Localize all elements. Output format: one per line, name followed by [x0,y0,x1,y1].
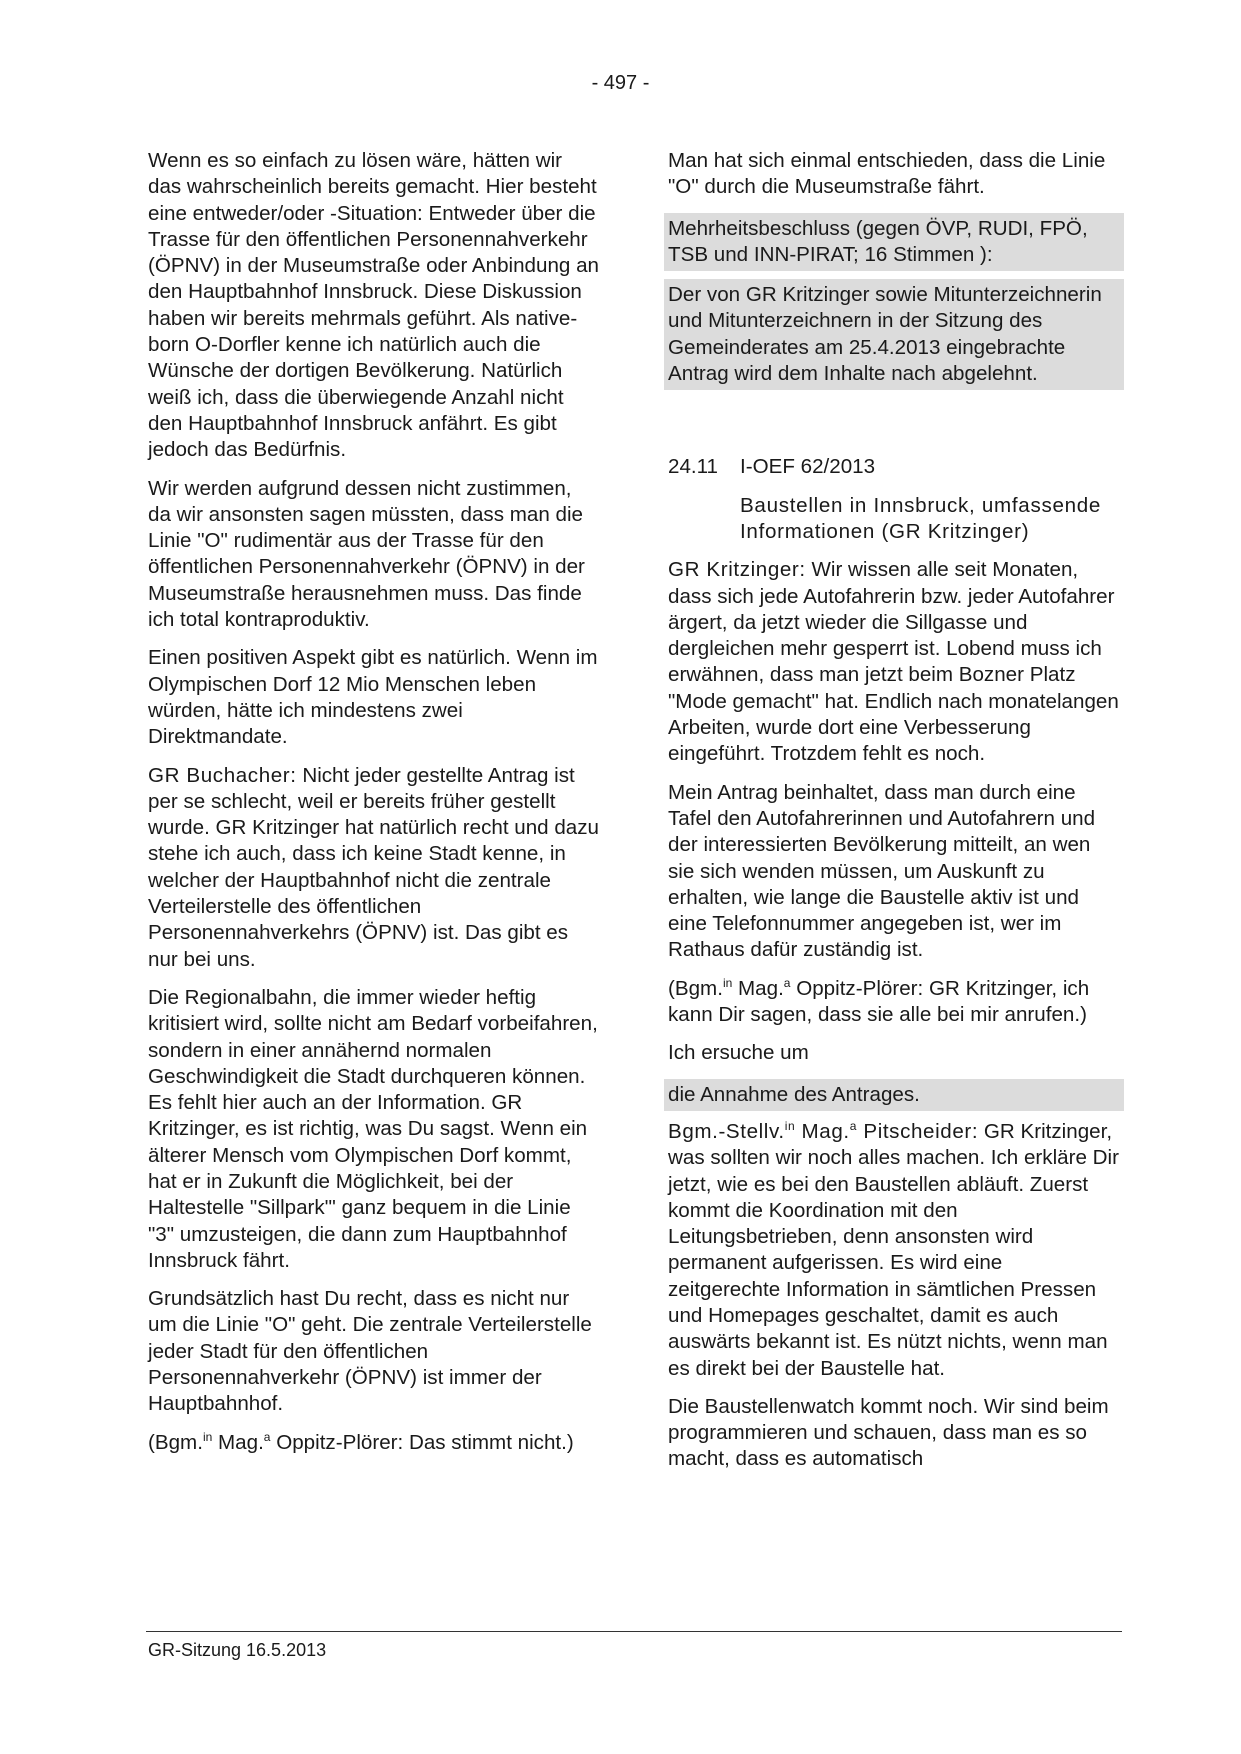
decision-header: Mehrheitsbeschluss (gegen ÖVP, RUDI, FPÖ, TSB und INN-PIRAT; 16 Stimmen ): [664,213,1124,272]
speaker-name: Bgm.-Stellv.$^{in}$ Mag.$^a$ Pitscheider: [668,1119,979,1143]
speech-text: Nicht jeder gestellte Antrag ist per se schlecht, weil er bereits früher gestellt wurde. GR Kritzinger hat natürlich recht und dazu stehe ich auch, dass ich keine Stadt kenne, in welcher der Hauptbahnhof nicht die zentrale Verteilerstelle des öffentlichen Personennahverkehrs (ÖPNV) ist. Das gibt es nur bei uns. [148,763,600,971]
right-column [668,148,1120,1485]
footer-session-date: GR-Sitzung 16.5.2013 [148,1640,327,1660]
footer-divider [146,1631,1122,1632]
speech-pitscheider [668,1119,1120,1382]
paragraph: Mein Antrag beinhaltet, dass man durch eine Tafel den Autofahrerinnen und Autofahrern und der interessierten Bevölkerung mitteilt, an wen sie sich wenden müssen, um Auskunft zu erhalten, wie lange die Baustelle aktiv ist und eine Telefonnummer angegeben ist, wer im Rathaus dafür zuständig ist. [668,780,1096,962]
paragraph: Ich ersuche um [668,1041,809,1065]
item-number: 24.11 [668,455,719,479]
paragraph: Wir werden aufgrund dessen nicht zustimmen, da wir ansonsten sagen müssten, dass man die Linie "O" rudimentär aus der Trasse für den öffentlichen Personennahverkehr (ÖPNV) in der Museumstraße herausnehmen muss. Das finde ich total kontraproduktiv. [148,476,585,632]
left-column [148,148,600,1468]
speaker-name: GR Kritzinger: [668,558,806,582]
paragraph: Die Regionalbahn, die immer wieder heftig kritisiert wird, sollte nicht am Bedarf vorbeifahren, sondern in einer annähernd normalen Geschwindigkeit die Stadt durchqueren können. Es fehlt hier auch an der Information. GR Kritzinger, es ist richtig, was Du sagst. Wenn ein älterer Mensch vom Olympischen Dorf kommt, hat er in Zukunft die Möglichkeit, bei der Haltestelle "Sillpark"' ganz bequem in die Linie "3" umzusteigen, die dann zum Hauptbahnhof Innsbruck fährt. [148,985,598,1272]
page-number: - 497 - [591,72,650,94]
paragraph: Einen positiven Aspekt gibt es natürlich. Wenn im Olympischen Dorf 12 Mio Menschen leben würden, hätte ich mindestens zwei Direktmandate. [148,646,598,749]
speech-text: GR Kritzinger, was sollten wir noch alles machen. Ich erkläre Dir jetzt, wie es bei den Baustellen abläuft. Zuerst kommt die Koordination mit den Leitungsbetrieben, denn ansonsten wird permanent aufgerissen. Es wird eine zeitgerechte Information in sämtlichen Pressen und Homepages geschaltet, damit es auch auswärts bekannt ist. Es nützt nichts, wenn man es direkt bei der Baustelle hat. [668,1119,1119,1380]
item-reference: I-OEF 62/2013 [740,455,876,479]
speech-kritzinger [668,557,1120,767]
speaker-name: GR Buchacher: [148,763,297,787]
paragraph: Wenn es so einfach zu lösen wäre, hätten wir das wahrscheinlich bereits gemacht. Hier besteht eine entweder/oder -Situation: Entweder über die Trasse für den öffentlichen Personennahverkehr (ÖPNV) in der Museumstraße oder Anbindung an den Hauptbahnhof Innsbruck. Diese Diskussion haben wir bereits mehrmals geführt. Als native-born O-Dorfler kenne ich natürlich auch die Wünsche der dortigen Bevölkerung. Natürlich weiß ich, dass die überwiegende Anzahl nicht den Hauptbahnhof Innsbruck anfährt. Es gibt jedoch das Bedürfnis. [148,149,600,462]
speech-buchacher [148,763,600,973]
interjection: (Bgm.$^{in}$ Mag.$^a$ Oppitz-Plörer: Das stimmt nicht.) [148,1429,574,1454]
speech-text: Wir wissen alle seit Monaten, dass sich jede Autofahrerin bzw. jeder Autofahrer ärgert, da jetzt wieder die Sillgasse und dergleichen mehr gesperrt ist. Lobend muss ich erwähnen, dass man jetzt beim Bozner Platz "Mode gemacht" hat. Endlich nach monatelangen Arbeiten, wurde dort eine Verbesserung eingeführt. Trotzdem fehlt es noch. [668,558,1119,766]
agenda-item-heading [668,454,1120,480]
paragraph: Die Baustellenwatch kommt noch. Wir sind beim programmieren und schauen, dass man es so macht, dass es automatisch [668,1394,1109,1471]
decision-text: Der von GR Kritzinger sowie Mitunterzeichnerin und Mitunterzeichnern in der Sitzung des Gemeinderates am 25.4.2013 eingebrachte Antrag wird dem Inhalte nach abgelehnt. [664,279,1124,390]
paragraph: Man hat sich einmal entschieden, dass die Linie "O" durch die Museumstraße fährt. [668,149,1106,199]
paragraph: Grundsätzlich hast Du recht, dass es nicht nur um die Linie "O" geht. Die zentrale Verteilerstelle jeder Stadt für den öffentlichen Personennahverkehr (ÖPNV) ist immer der Hauptbahnhof. [148,1287,592,1416]
item-title: Baustellen in Innsbruck, umfassende Informationen (GR Kritzinger) [740,493,1102,543]
interjection: (Bgm.$^{in}$ Mag.$^a$ Oppitz-Plörer: GR Kritzinger, ich kann Dir sagen, dass sie alle bei mir anrufen.) [668,975,1090,1027]
motion-request: die Annahme des Antrages. [664,1079,1124,1111]
